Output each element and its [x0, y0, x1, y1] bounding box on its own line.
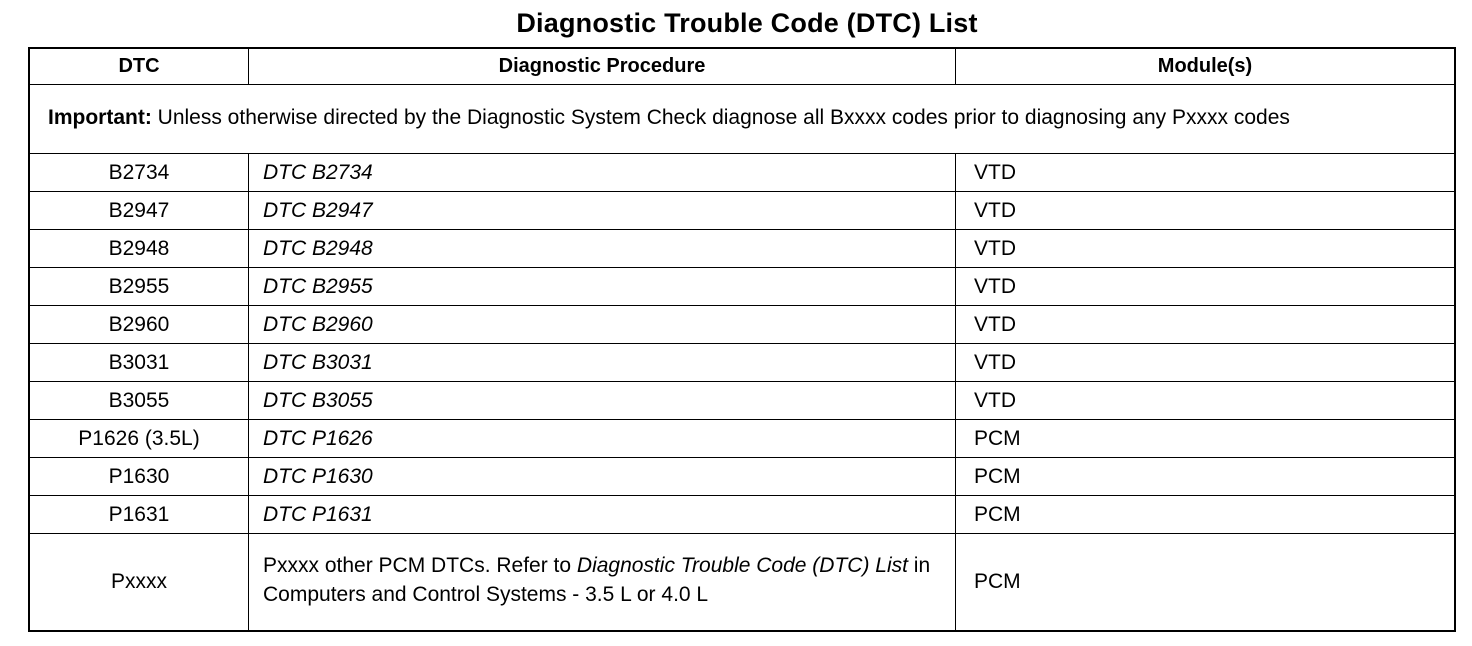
procedure-reference: Diagnostic Trouble Code (DTC) List [576, 554, 908, 577]
procedure-cell: DTC P1626 [249, 420, 956, 458]
procedure-cell: DTC B2734 [249, 154, 956, 192]
table-row [29, 496, 1455, 534]
procedure-cell: DTC B3031 [249, 344, 956, 382]
procedure-cell: DTC B2947 [249, 192, 956, 230]
important-note-row [29, 85, 1455, 154]
module-cell: VTD [956, 382, 1456, 420]
procedure-text: Pxxxx other PCM DTCs. Refer to [263, 554, 577, 577]
important-label: Important: [48, 106, 152, 129]
table-row [29, 382, 1455, 420]
header-dtc: DTC [29, 48, 249, 85]
table-row [29, 306, 1455, 344]
table-row [29, 268, 1455, 306]
dtc-code-cell: B2948 [29, 230, 249, 268]
procedure-cell [249, 534, 956, 632]
table-row [29, 192, 1455, 230]
module-cell: PCM [956, 458, 1456, 496]
module-cell: PCM [956, 496, 1456, 534]
dtc-code-cell: B3055 [29, 382, 249, 420]
table-row [29, 154, 1455, 192]
procedure-cell: DTC P1631 [249, 496, 956, 534]
dtc-code-cell: B2960 [29, 306, 249, 344]
page-title: Diagnostic Trouble Code (DTC) List [516, 8, 978, 38]
header-modules: Module(s) [956, 48, 1456, 85]
module-cell: VTD [956, 306, 1456, 344]
important-text: Unless otherwise directed by the Diagnostic System Check diagnose all Bxxxx codes prior to diagnosing any Pxxxx codes [151, 106, 1290, 129]
table-row [29, 534, 1455, 632]
procedure-text: in Computers and Control Systems - 3.5 L or 4.0 L [263, 554, 931, 606]
dtc-code-cell: B2955 [29, 268, 249, 306]
procedure-cell: DTC B3055 [249, 382, 956, 420]
dtc-code-cell: Pxxxx [29, 534, 249, 632]
procedure-cell: DTC B2955 [249, 268, 956, 306]
module-cell: VTD [956, 344, 1456, 382]
header-row [29, 48, 1455, 85]
procedure-cell: DTC B2948 [249, 230, 956, 268]
important-note [29, 85, 1455, 154]
module-cell: PCM [956, 420, 1456, 458]
table-row [29, 458, 1455, 496]
table-row [29, 344, 1455, 382]
procedure-cell: DTC B2960 [249, 306, 956, 344]
dtc-table [28, 47, 1456, 632]
dtc-code-cell: B2947 [29, 192, 249, 230]
procedure-cell: DTC P1630 [249, 458, 956, 496]
module-cell: VTD [956, 154, 1456, 192]
header-procedure: Diagnostic Procedure [249, 48, 956, 85]
module-cell: VTD [956, 230, 1456, 268]
dtc-code-cell: P1626 (3.5L) [29, 420, 249, 458]
table-row [29, 230, 1455, 268]
module-cell: VTD [956, 268, 1456, 306]
dtc-code-cell: P1630 [29, 458, 249, 496]
dtc-code-cell: B2734 [29, 154, 249, 192]
dtc-code-cell: B3031 [29, 344, 249, 382]
dtc-code-cell: P1631 [29, 496, 249, 534]
module-cell: PCM [956, 534, 1456, 632]
table-row [29, 420, 1455, 458]
module-cell: VTD [956, 192, 1456, 230]
